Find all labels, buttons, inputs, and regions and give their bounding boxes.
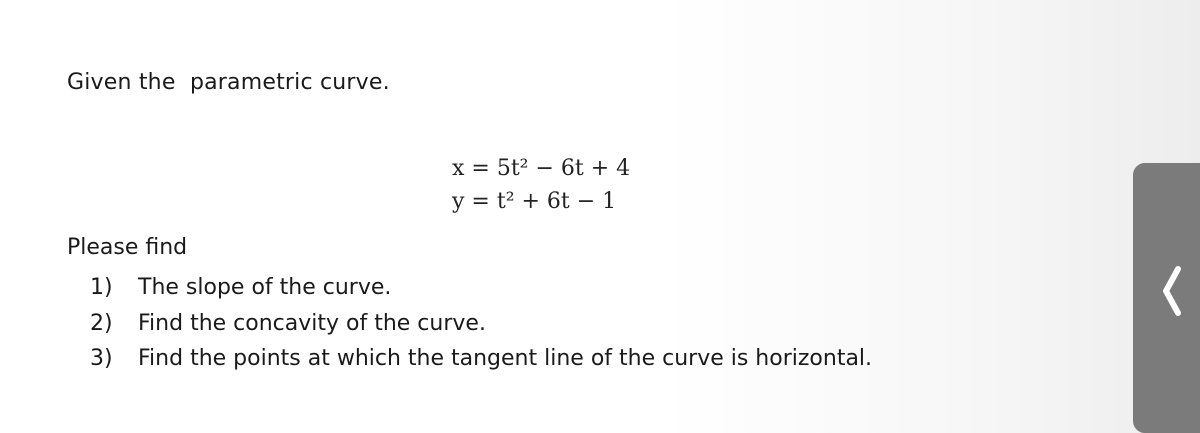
question-item (90, 341, 872, 377)
question-item (90, 270, 872, 306)
chevron-left-icon (1159, 265, 1183, 317)
question-list (90, 270, 872, 377)
side-panel-toggle-button[interactable] (1133, 163, 1200, 433)
question-number: 3) (90, 346, 113, 371)
question-text: The slope of the curve. (138, 275, 392, 300)
question-number: 2) (90, 310, 113, 336)
equation-x: x = 5t² − 6t + 4 (452, 156, 631, 181)
question-text: Find the points at which the tangent line of the curve is horizontal. (138, 346, 873, 371)
question-text: Find the concavity of the curve. (138, 310, 486, 336)
question-number: 1) (90, 275, 113, 300)
parametric-equations (452, 152, 630, 218)
question-item (90, 306, 872, 342)
equation-y: y = t² + 6t − 1 (452, 189, 617, 214)
prompt-text: Please find (67, 235, 188, 260)
problem-intro: Given the parametric curve. (67, 70, 390, 95)
